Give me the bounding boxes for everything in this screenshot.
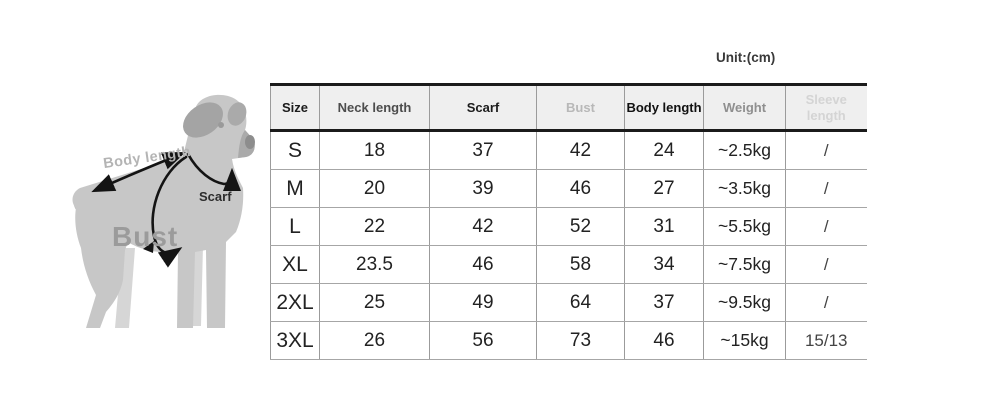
col-header-neck-length: Neck length [320, 85, 430, 131]
cell-body-length: 31 [625, 208, 704, 246]
cell-weight: ~5.5kg [704, 208, 786, 246]
cell-neck-length: 25 [320, 284, 430, 322]
col-header-sleeve-length: Sleeve length [786, 85, 867, 131]
table-row-2xl [271, 284, 867, 322]
cell-scarf: 56 [430, 322, 537, 360]
cell-neck-length: 18 [320, 131, 430, 170]
body-length-label: Body length [102, 143, 192, 173]
cell-bust: 73 [537, 322, 625, 360]
cell-size: S [271, 131, 320, 170]
cell-bust: 64 [537, 284, 625, 322]
cell-sleeve-length: / [786, 208, 867, 246]
cell-neck-length: 26 [320, 322, 430, 360]
cell-sleeve-length: / [786, 131, 867, 170]
cell-body-length: 24 [625, 131, 704, 170]
dog-measurement-diagram [40, 80, 270, 345]
dog-silhouette [73, 95, 255, 328]
table-header-row [271, 85, 867, 131]
cell-size: L [271, 208, 320, 246]
table-row-3xl [271, 322, 867, 360]
cell-bust: 52 [537, 208, 625, 246]
cell-scarf: 42 [430, 208, 537, 246]
cell-weight: ~3.5kg [704, 170, 786, 208]
cell-sleeve-length: / [786, 170, 867, 208]
cell-scarf: 37 [430, 131, 537, 170]
cell-size: 3XL [271, 322, 320, 360]
cell-weight: ~7.5kg [704, 246, 786, 284]
cell-size: 2XL [271, 284, 320, 322]
cell-bust: 58 [537, 246, 625, 284]
scarf-label: Scarf [199, 189, 232, 204]
cell-size: M [271, 170, 320, 208]
dog-nose [245, 135, 255, 149]
cell-bust: 46 [537, 170, 625, 208]
unit-label: Unit:(cm) [716, 50, 776, 65]
cell-body-length: 34 [625, 246, 704, 284]
cell-body-length: 27 [625, 170, 704, 208]
col-header-bust: Bust [537, 85, 625, 131]
table-row-l [271, 208, 867, 246]
table-row-s [271, 131, 867, 170]
table-row-xl [271, 246, 867, 284]
cell-neck-length: 23.5 [320, 246, 430, 284]
cell-bust: 42 [537, 131, 625, 170]
cell-size: XL [271, 246, 320, 284]
cell-sleeve-length: / [786, 284, 867, 322]
col-header-scarf: Scarf [430, 85, 537, 131]
cell-scarf: 46 [430, 246, 537, 284]
cell-weight: ~2.5kg [704, 131, 786, 170]
cell-neck-length: 20 [320, 170, 430, 208]
cell-weight: ~9.5kg [704, 284, 786, 322]
cell-body-length: 46 [625, 322, 704, 360]
col-header-weight: Weight [704, 85, 786, 131]
cell-sleeve-length: 15/13 [786, 322, 867, 360]
dog-eye [218, 122, 224, 128]
size-table [270, 83, 867, 360]
cell-scarf: 39 [430, 170, 537, 208]
col-header-body-length: Body length [625, 85, 704, 131]
cell-scarf: 49 [430, 284, 537, 322]
table-row-m [271, 170, 867, 208]
cell-neck-length: 22 [320, 208, 430, 246]
bust-label: Bust [112, 221, 179, 252]
cell-sleeve-length: / [786, 246, 867, 284]
col-header-size: Size [271, 85, 320, 131]
cell-body-length: 37 [625, 284, 704, 322]
cell-weight: ~15kg [704, 322, 786, 360]
